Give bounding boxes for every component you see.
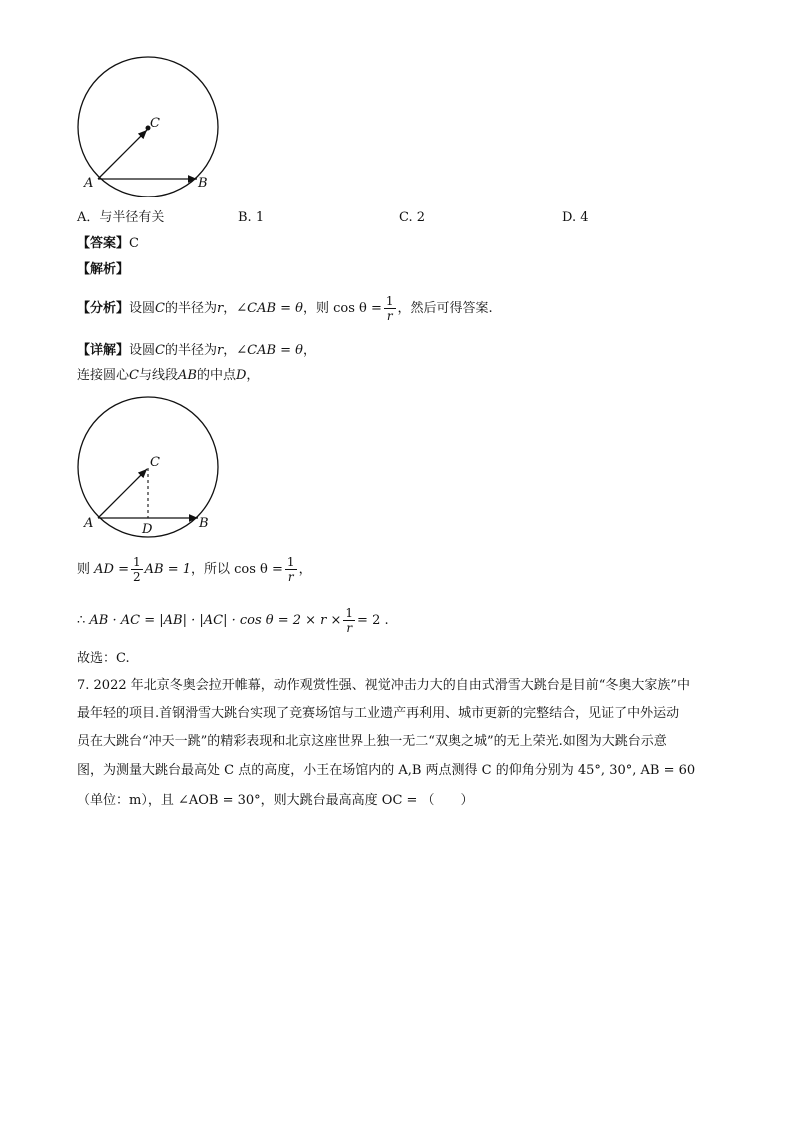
ad-text-3: ，所以 cos θ = [191,562,283,577]
label-b: B [199,516,209,531]
label-a: A [84,176,94,191]
fenxi-r: r [217,301,224,316]
label-c: C [150,116,160,131]
fraction-denominator: r [287,570,294,584]
dot-fraction [343,606,355,635]
connect-d: D [235,368,247,383]
dot-product-expr: AB · AC = |AB| · |AC| · cos θ = 2 × r × [89,613,342,628]
label-a: A [84,516,94,531]
dot-product-result: = 2 . [357,613,389,628]
option-d: D. 4 [562,210,589,225]
ad-text-4: ， [298,562,312,577]
fenxi-line [77,294,493,323]
fraction-denominator: r [346,621,353,635]
connect-text-3: 的中点 [196,368,236,383]
fenxi-c: C [155,301,165,316]
xiangjie-angle: ∠CAB = θ [236,343,303,358]
fenxi-text-2: 的半径为 [164,301,217,316]
xiangjie-text-1: 设圆 [129,343,156,358]
connect-c: C [129,368,139,383]
connect-text-1: 连接圆心 [77,368,130,383]
therefore-symbol: ∴ [77,613,86,628]
fraction-denominator: 2 [133,570,141,584]
connect-text-2: 与线段 [138,368,178,383]
option-a: A．与半径有关 [77,210,165,225]
fraction-numerator: 1 [286,555,295,569]
vector-ac [98,130,147,179]
xiangjie-text-2: 的半径为 [164,343,217,358]
xiangjie-line [77,342,316,360]
answer-value: C [129,236,139,251]
fenxi-fraction [384,294,396,323]
q7-line-3: 员在大跳台“冲天一跳”的精彩表现和北京这座世界上独一无二“双奥之城”的无上荣光.如图为大跳台示意 [77,734,667,749]
option-b: B. 1 [238,210,265,225]
xiangjie-tag: 【详解】 [77,343,130,358]
cos-fraction [285,555,297,584]
dot-product-line [77,606,389,635]
fenxi-text-1: 设圆 [129,301,156,316]
vector-ac [98,469,147,518]
ad-expr: AD = [94,562,129,577]
fenxi-text-3: ， [223,301,237,316]
figure-2-circle-diagram [70,392,230,542]
conclusion: 故选：C. [77,651,130,666]
q7-line-2: 最年轻的项目.首钢滑雪大跳台实现了竞赛场馆与工业遗产再利用、城市更新的完整结合，见证了中外运动 [77,706,680,721]
figure-1-circle-diagram [70,52,230,197]
xiangjie-text-3: ， [223,343,237,358]
connect-line [77,367,259,385]
fenxi-angle: ∠CAB = θ [236,301,303,316]
ad-text-1: 则 [77,562,91,577]
connect-ab: AB [177,368,197,383]
fraction-numerator: 1 [133,555,141,569]
fraction-numerator: 1 [345,606,354,620]
option-c: C. 2 [399,210,426,225]
fenxi-tag: 【分析】 [77,301,130,316]
fraction-numerator: 1 [385,294,394,308]
fenxi-text-4: ，则 cos θ = [303,301,382,316]
xiangjie-text-4: ， [303,343,317,358]
label-d: D [142,522,153,537]
xiangjie-r: r [217,343,224,358]
q7-line-4: 图，为测量大跳台最高处 C 点的高度，小王在场馆内的 A,B 两点测得 C 的仰角分别为 45°, 30°, AB = 60 [77,763,696,778]
q7-line-1: 7. 2022 年北京冬奥会拉开帷幕，动作观赏性强、视觉冲击力大的自由式滑雪大跳台是目前“冬奥大家族”中 [77,678,691,693]
ad-expr-2: AB = 1 [144,562,192,577]
analysis-title: 【解析】 [77,262,130,277]
xiangjie-c: C [155,343,165,358]
fenxi-text-5: ，然后可得答案. [397,301,493,316]
connect-text-4: ， [246,368,260,383]
answer-tag: 【答案】 [77,236,130,251]
ad-line [77,555,312,584]
label-b: B [198,176,208,191]
q7-line-5: （单位：m），且 ∠AOB = 30°，则大跳台最高高度 OC = （ ） [77,793,474,808]
label-c: C [150,455,160,470]
ad-fraction [131,555,143,584]
fraction-denominator: r [386,309,393,323]
answer-line [77,235,139,253]
